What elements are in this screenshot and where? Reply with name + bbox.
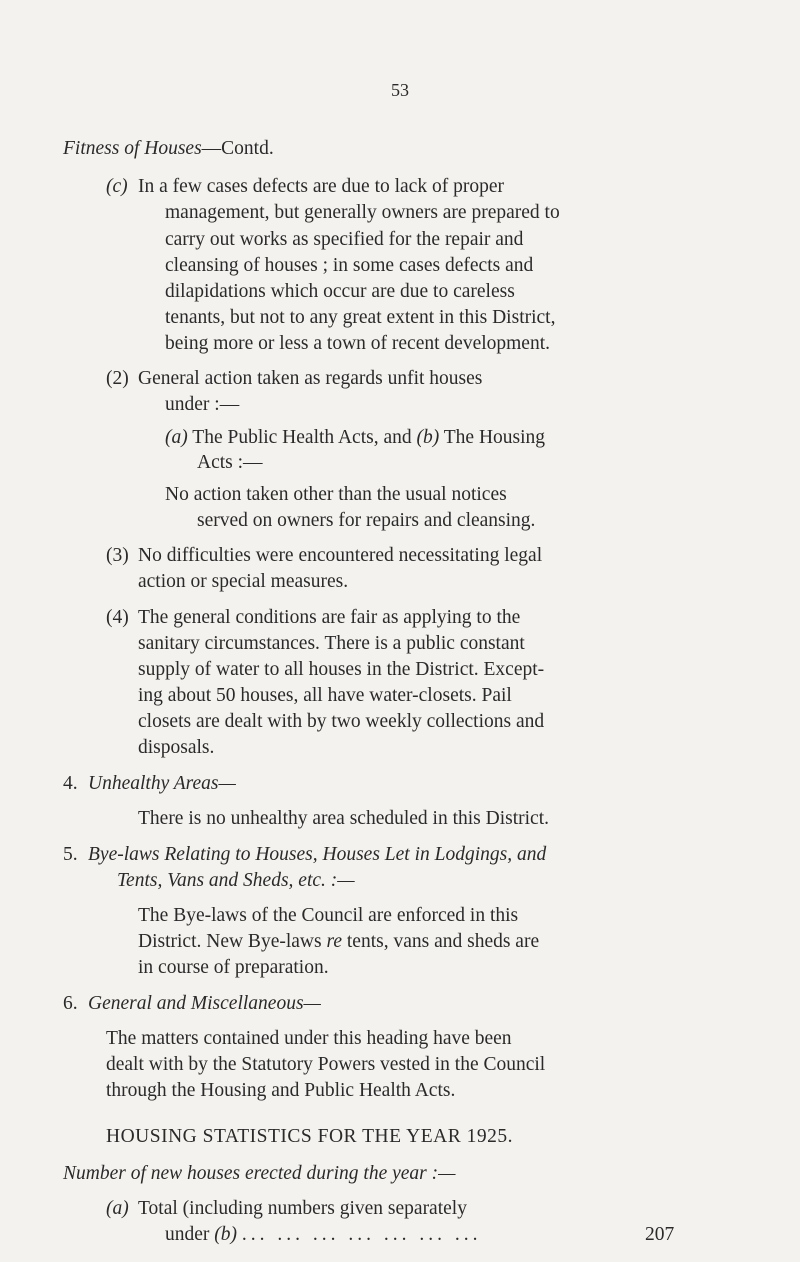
item-4-line: disposals.	[138, 737, 215, 758]
item-2a-line	[165, 425, 545, 450]
item-c-line: cleansing of houses ; in some cases defects and	[165, 255, 534, 276]
heading-italic: Fitness of Houses	[63, 138, 202, 159]
leader-dots: ... ... ... ... ... ... ...	[241, 1224, 482, 1245]
item-2-note: No action taken other than the usual notices	[165, 484, 507, 505]
section-4-text: There is no unhealthy area scheduled in this District.	[138, 808, 550, 829]
section-6-title: General and Miscellaneous—	[88, 993, 321, 1014]
item-c-marker: (c)	[106, 176, 128, 197]
section-5-re: re	[326, 931, 342, 952]
item-2-marker: (2)	[106, 368, 129, 389]
sub-b-marker: (b)	[416, 427, 440, 448]
item-2-line: under :—	[165, 394, 240, 415]
page-number: 53	[391, 80, 409, 100]
sub-a-text-post: The Housing	[439, 427, 546, 448]
stats-a-marker: (a)	[106, 1198, 129, 1219]
section-6-line: The matters contained under this heading have been	[106, 1028, 512, 1049]
stats-title: HOUSING STATISTICS FOR THE YEAR 1925.	[106, 1126, 513, 1147]
item-3-line: No difficulties were encountered necessitating legal	[138, 545, 543, 566]
heading-rest: —Contd.	[201, 138, 274, 159]
item-2-note: served on owners for repairs and cleansing.	[197, 510, 536, 531]
section-5-line	[138, 929, 539, 954]
section-5-line: in course of preparation.	[138, 957, 329, 978]
stats-a-line	[165, 1222, 482, 1247]
section-6-line: through the Housing and Public Health Acts.	[106, 1080, 456, 1101]
item-3-marker: (3)	[106, 545, 129, 566]
item-4-line: The general conditions are fair as applying to the	[138, 607, 521, 628]
item-c-line: tenants, but not to any great extent in this District,	[165, 307, 556, 328]
item-4-marker: (4)	[106, 607, 129, 628]
section-5-text-post: tents, vans and sheds are	[342, 931, 540, 952]
section-5-title: Bye-laws Relating to Houses, Houses Let in Lodgings, and	[88, 844, 547, 865]
item-2-line: General action taken as regards unfit houses	[138, 368, 483, 389]
section-5-text: District. New Bye-laws	[138, 931, 327, 952]
section-6-line: dealt with by the Statutory Powers vested in the Council	[106, 1054, 546, 1075]
item-c-line: management, but generally owners are prepared to	[165, 202, 560, 223]
stats-a-line: Total (including numbers given separately	[138, 1198, 467, 1219]
section-heading	[63, 136, 274, 161]
item-4-line: supply of water to all houses in the District. Except-	[138, 659, 545, 680]
section-6-number: 6.	[63, 993, 78, 1014]
section-4-title: Unhealthy Areas—	[88, 773, 236, 794]
section-4-number: 4.	[63, 773, 78, 794]
item-4-line: ing about 50 houses, all have water-closets. Pail	[138, 685, 512, 706]
item-c-line: being more or less a town of recent development.	[165, 333, 551, 354]
section-5-title: Tents, Vans and Sheds, etc. :—	[117, 870, 355, 891]
item-4-line: closets are dealt with by two weekly collections and	[138, 711, 545, 732]
stats-subtitle: Number of new houses erected during the year :—	[63, 1163, 456, 1184]
item-3-line: action or special measures.	[138, 571, 349, 592]
item-c-line: In a few cases defects are due to lack of proper	[138, 176, 504, 197]
stats-a-value: 207	[645, 1224, 675, 1245]
item-4-line: sanitary circumstances. There is a public constant	[138, 633, 525, 654]
item-2a-line: Acts :—	[197, 452, 263, 473]
item-c-line: dilapidations which occur are due to careless	[165, 281, 515, 302]
section-5-number: 5.	[63, 844, 78, 865]
sub-a-text: The Public Health Acts, and	[192, 427, 417, 448]
stats-a-b-marker: (b)	[214, 1224, 238, 1245]
stats-a-under: under	[165, 1224, 215, 1245]
section-5-line: The Bye-laws of the Council are enforced in this	[138, 905, 519, 926]
sub-a-marker: (a)	[165, 427, 188, 448]
item-c-line: carry out works as specified for the repair and	[165, 229, 524, 250]
